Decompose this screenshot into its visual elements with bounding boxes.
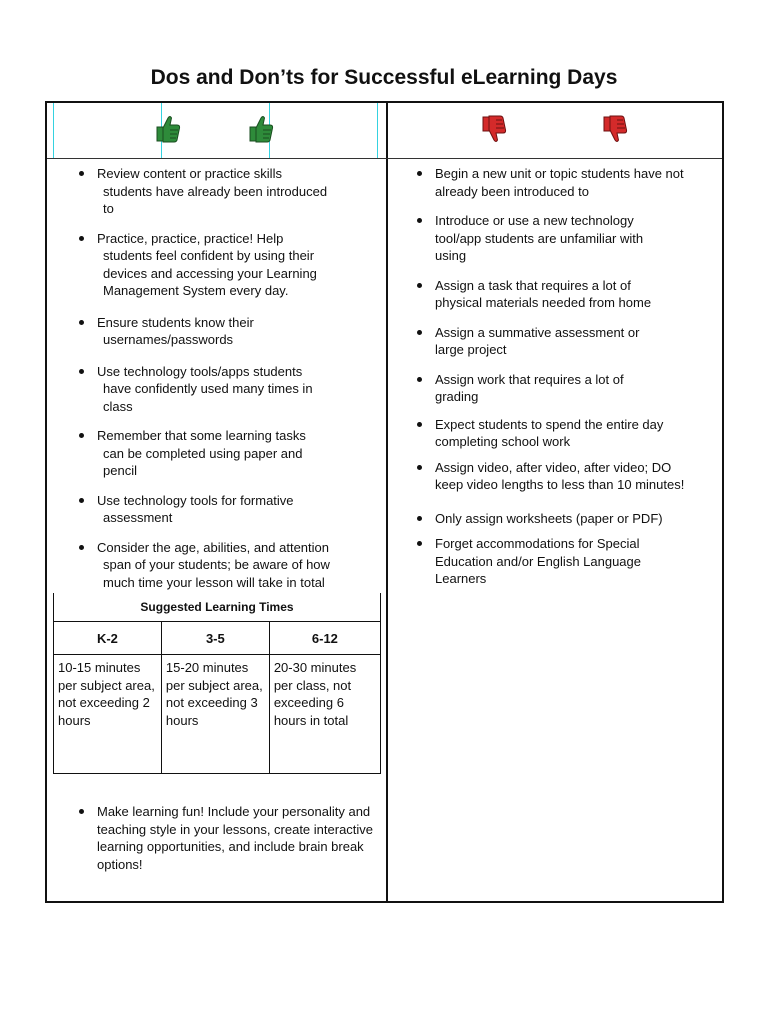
table-header: 3-5	[161, 622, 269, 655]
list-item-line: have confidently used many times in	[103, 381, 313, 396]
bullet	[417, 516, 422, 521]
list-item	[417, 277, 717, 312]
list-item	[417, 510, 717, 528]
list-item-line: Ensure students know their	[97, 314, 254, 330]
list-item	[79, 803, 379, 873]
list-item	[79, 427, 369, 480]
thumbs-down-icon	[600, 113, 630, 145]
list-item	[79, 230, 369, 300]
list-item-line: devices and accessing your Learning	[103, 265, 317, 281]
learning-times-table	[53, 593, 381, 774]
list-item-line: usernames/passwords	[103, 332, 234, 347]
list-item-line: Use technology tools for formative	[97, 492, 294, 508]
list-item	[79, 314, 369, 349]
list-item-line: Management System every day.	[103, 283, 289, 298]
list-item-line: students feel confident by using their	[103, 248, 315, 263]
thumbs-up-icon	[246, 113, 276, 145]
list-item-text: Assign a task that requires a lot of physical materials needed from home	[435, 277, 652, 310]
header-divider	[47, 158, 722, 159]
list-item-text: Assign work that requires a lot of grading	[435, 371, 624, 404]
list-item-line: Practice, practice, practice! Help	[97, 230, 284, 246]
bullet	[79, 320, 84, 325]
list-item	[417, 416, 717, 451]
list-item-line: Use technology tools/apps students	[97, 363, 303, 379]
bullet	[417, 541, 422, 546]
bullet	[417, 218, 422, 223]
list-item	[79, 539, 369, 592]
dos-list	[79, 165, 369, 591]
bullet	[79, 236, 84, 241]
list-item-text: Forget accommodations for Special Education and/or English Language Learners	[435, 536, 641, 586]
list-item-text: Introduce or use a new technology tool/app students are unfamiliar with using	[435, 213, 644, 263]
list-item-line: can be completed using paper and	[103, 445, 303, 461]
thumbs-down-icon	[479, 113, 509, 145]
dos-donts-table	[45, 101, 724, 903]
dos-extra-list	[79, 803, 379, 873]
list-item-line: students have already been introduced	[103, 183, 328, 199]
list-item	[417, 535, 717, 588]
donts-list	[417, 165, 717, 588]
page-title: Dos and Don’ts for Successful eLearning Days	[150, 66, 618, 89]
list-item	[79, 363, 369, 416]
list-item	[417, 165, 717, 200]
list-item-text: Assign video, after video, after video; DO keep video lengths to less than 10 minutes!	[435, 459, 685, 492]
list-item-line: pencil	[103, 463, 137, 478]
table-caption: Suggested Learning Times	[54, 593, 381, 622]
table-cell: 20-30 minutes per class, not exceeding 6 hours in total	[269, 655, 380, 774]
list-item-line: assessment	[103, 510, 173, 525]
column-divider	[386, 103, 388, 903]
bullet	[417, 171, 422, 176]
list-item	[417, 212, 717, 265]
list-item-text: Make learning fun! Include your personality and teaching style in your lessons, create interactive learning opportunities, and include brain break options!	[97, 804, 374, 872]
bullet	[79, 369, 84, 374]
bullet	[417, 283, 422, 288]
table-cell: 10-15 minutes per subject area, not exceeding 2 hours	[54, 655, 162, 774]
list-item	[417, 459, 717, 494]
bullet	[79, 545, 84, 550]
list-item-line: Remember that some learning tasks	[97, 428, 306, 443]
table-cell: 15-20 minutes per subject area, not exceeding 3 hours	[161, 655, 269, 774]
list-item	[79, 492, 369, 527]
list-item-line: class	[103, 398, 133, 414]
bullet	[417, 465, 422, 470]
list-item	[417, 324, 717, 359]
bullet	[79, 433, 84, 438]
bullet	[417, 330, 422, 335]
list-item-line: span of your students; be aware of how	[103, 557, 330, 572]
list-item-line: to	[103, 201, 114, 216]
table-header: 6-12	[269, 622, 380, 655]
list-item-line: Review content or practice skills	[97, 166, 282, 181]
list-item-text: Begin a new unit or topic students have not already been introduced to	[435, 166, 684, 199]
bullet	[79, 171, 84, 176]
list-item-text: Expect students to spend the entire day completing school work	[435, 416, 664, 449]
guide-line	[377, 103, 378, 158]
list-item	[79, 165, 369, 218]
guide-line	[53, 103, 54, 158]
thumbs-up-icon	[153, 113, 183, 145]
bullet	[417, 422, 422, 427]
list-item-text: Only assign worksheets (paper or PDF)	[435, 510, 663, 526]
list-item-text: Assign a summative assessment or large project	[435, 324, 640, 357]
list-item-line: much time your lesson will take in total	[103, 574, 325, 590]
table-header: K-2	[54, 622, 162, 655]
bullet	[79, 498, 84, 503]
bullet	[79, 809, 84, 814]
list-item	[417, 371, 717, 406]
list-item-line: Consider the age, abilities, and attention	[97, 539, 329, 555]
bullet	[417, 377, 422, 382]
